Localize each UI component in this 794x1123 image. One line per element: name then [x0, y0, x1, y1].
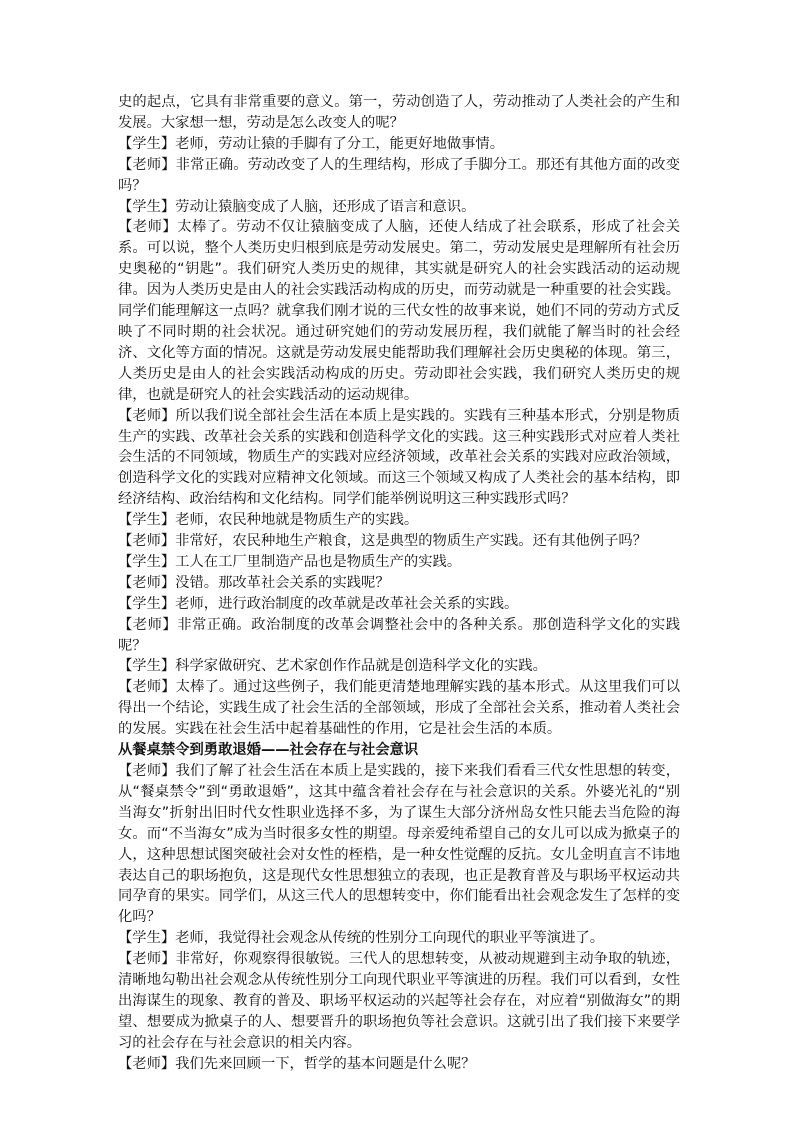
dialogue-line: 【学生】工人在工厂里制造产品也是物质生产的实践。: [118, 553, 462, 570]
dialogue-line: 【老师】非常正确。政治制度的改革会调整社会中的各种关系。那创造科学文化的实践呢？: [118, 616, 680, 654]
document-body: [118, 92, 680, 1075]
dialogue-line: 【老师】非常正确。劳动改变了人的生理结构，形成了手脚分工。那还有其他方面的改变吗？: [118, 156, 680, 194]
dialogue-line: 【老师】我们先来回顾一下，哲学的基本问题是什么呢？: [118, 1055, 476, 1072]
dialogue-line: 【老师】我们了解了社会生活在本质上是实践的，接下来我们看看三代女性思想的转变，从“餐桌禁令”到“勇敢退婚”，这其中蕴含着社会存在与社会意识的关系。外婆光礼的“别当海女”折射出旧时代女性职业选择不多，为了谋生大部分济州岛女性只能去当危险的海女。而“不当海女”成为当时很多女性的期望。母亲爱纯希望自己的女儿可以成为掀桌子的人，这种思想试图突破社会对女性的桎梏，是一种女性觉醒的反抗。女儿金明直言不讳地表达自己的职场抱负，这是现代女性思想独立的表现，也正是教育普及与职场平权运动共同孕育的果实。同学们，从这三代人的思想转变中，你们能看出社会观念发生了怎样的变化吗？: [118, 763, 680, 926]
dialogue-line: 【学生】劳动让猿脑变成了人脑，还形成了语言和意识。: [118, 198, 476, 215]
dialogue-line: 【老师】非常好，农民种地生产粮食，这是典型的物质生产实践。还有其他例子吗？: [118, 533, 647, 550]
dialogue-line: 【学生】老师，农民种地就是物质生产的实践。: [118, 512, 419, 529]
dialogue-line: 【老师】太棒了。劳动不仅让猿脑变成了人脑，还使人结成了社会联系，形成了社会关系。可以说，整个人类历史归根到底是劳动发展史。第二，劳动发展史是理解所有社会历史奥秘的“钥匙”。我们研究人类历史的规律，其实就是研究人的社会实践活动的运动规律。因为人类历史是由人的社会实践活动构成的历史，而劳动就是一种重要的社会实践。同学们能理解这一点吗？就拿我们刚才说的三代女性的故事来说，她们不同的劳动方式反映了不同时期的社会状况。通过研究她们的劳动发展历程，我们就能了解当时的社会经济、文化等方面的情况。这就是劳动发展史能帮助我们理解社会历史奥秘的体现。第三，人类历史是由人的社会实践活动构成的历史。劳动即社会实践，我们研究人类历史的规律，也就是研究人的社会实践活动的运动规律。: [118, 219, 680, 403]
dialogue-line: 【学生】科学家做研究、艺术家创作作品就是创造科学文化的实践。: [118, 658, 547, 675]
section-heading: 从餐桌禁令到勇敢退婚——社会存在与社会意识: [118, 742, 419, 759]
paragraph: 史的起点，它具有非常重要的意义。第一，劳动创造了人，劳动推动了人类社会的产生和发展。大家想一想，劳动是怎么改变人的呢？: [118, 94, 680, 131]
dialogue-line: 【老师】所以我们说全部社会生活在本质上是实践的。实践有三种基本形式，分别是物质生产的实践、改革社会关系的实践和创造科学文化的实践。这三种实践形式对应着人类社会生活的不同领域，物质生产的实践对应经济领域，改革社会关系的实践对应政治领域，创造科学文化的实践对应精神文化领域。而这三个领域又构成了人类社会的基本结构，即经济结构、政治结构和文化结构。同学们能举例说明这三种实践形式吗？: [118, 407, 680, 508]
dialogue-line: 【老师】太棒了。通过这些例子，我们能更清楚地理解实践的基本形式。从这里我们可以得出一个结论，实践生成了社会生活的全部领域，形成了全部社会关系，推动着人类社会的发展。实践在社会生活中起着基础性的作用，它是社会生活的本质。: [118, 679, 680, 738]
dialogue-line: 【学生】老师，进行政治制度的改革就是改革社会关系的实践。: [118, 595, 519, 612]
dialogue-line: 【学生】老师，我觉得社会观念从传统的性别分工向现代的职业平等演进了。: [118, 930, 605, 947]
dialogue-line: 【老师】非常好，你观察得很敏锐。三代人的思想转变，从被动规避到主动争取的轨迹，清晰地勾勒出社会观念从传统性别分工向现代职业平等演进的历程。我们可以看到，女性出海谋生的现象、教育的普及、职场平权运动的兴起等社会存在，对应着“别做海女”的期望、想要成为掀桌子的人、想要晋升的职场抱负等社会意识。这就引出了我们接下来要学习的社会存在与社会意识的相关内容。: [118, 951, 680, 1051]
dialogue-line: 【老师】没错。那改革社会关系的实践呢？: [118, 574, 390, 591]
dialogue-line: 【学生】老师，劳动让猿的手脚有了分工，能更好地做事情。: [118, 135, 505, 152]
